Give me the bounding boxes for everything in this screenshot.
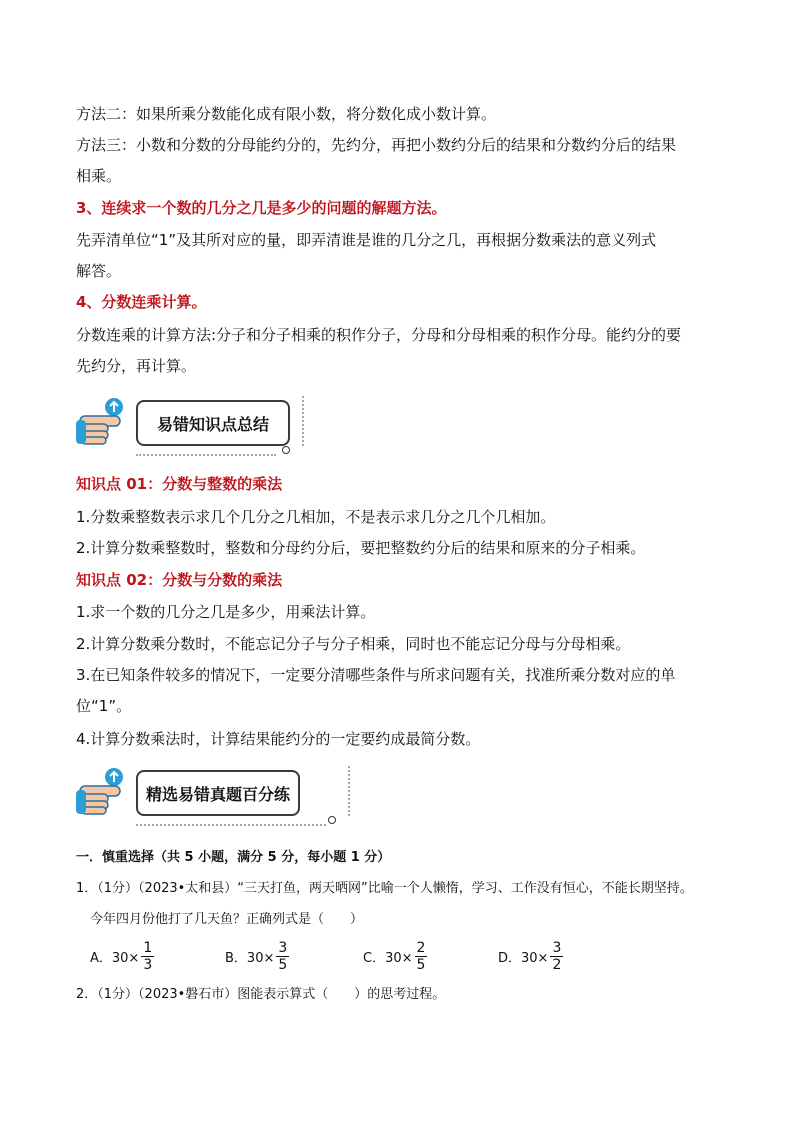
option-label: B．30× [225, 951, 275, 966]
dotted-border [136, 452, 276, 456]
knowledge-point-2-item-2: 2.计算分数乘分数时，不能忘记分子与分子相乘，同时也不能忘记分母与分母相乘。 [76, 635, 631, 653]
dotted-border [344, 766, 350, 816]
numerator: 3 [278, 940, 288, 956]
option-label: A．30× [90, 951, 140, 966]
knowledge-point-2-title: 知识点 02：分数与分数的乘法 [76, 571, 283, 589]
fraction [141, 940, 154, 973]
numerator: 1 [143, 940, 153, 956]
section-1-heading: 一．慎重选择（共 5 小题，满分 5 分，每小题 1 分） [76, 850, 391, 865]
method-3-continued: 相乘。 [76, 167, 122, 185]
denominator: 2 [552, 957, 562, 973]
option-a[interactable] [90, 940, 154, 973]
question-2-text: 2．（1分）（2023•磐石市）图能表示算式（ ）的思考过程。 [76, 987, 446, 1002]
banner-title: 易错知识点总结 [156, 414, 269, 434]
option-d[interactable] [498, 940, 563, 973]
knowledge-point-1-title: 知识点 01：分数与整数的乘法 [76, 475, 283, 493]
fraction [550, 940, 563, 973]
heading-4: 4、分数连乘计算。 [76, 293, 207, 311]
dotted-border [136, 822, 326, 826]
knowledge-point-2-item-3: 3.在已知条件较多的情况下，一定要分清哪些条件与所求问题有关，找准所乘分数对应的单 [76, 666, 676, 684]
heading-3: 3、连续求一个数的几分之几是多少的问题的解题方法。 [76, 199, 447, 217]
question-1-line-2: 今年四月份他打了几天鱼？正确列式是（ ） [90, 912, 364, 927]
banner-title-box [136, 770, 300, 816]
numerator: 2 [416, 940, 426, 956]
paragraph-4-line-1: 分数连乘的计算方法:分子和分子相乘的积作分子，分母和分母相乘的积作分母。能约分的要 [76, 326, 682, 344]
fraction [415, 940, 428, 973]
pointing-hand-icon [74, 764, 134, 824]
dotted-border [298, 396, 304, 446]
paragraph-3-line-2: 解答。 [76, 262, 122, 280]
question-1-options [90, 940, 690, 976]
corner-ornament [328, 816, 336, 824]
knowledge-point-1-item-1: 1.分数乘整数表示求几个几分之几相加，不是表示求几分之几个几相加。 [76, 508, 556, 526]
fraction [276, 940, 289, 973]
banner-title: 精选易错真题百分练 [145, 784, 290, 804]
corner-ornament [282, 446, 290, 454]
knowledge-point-2-item-3-continued: 位“1”。 [76, 697, 132, 715]
denominator: 5 [416, 957, 426, 973]
question-1-line-1: 1．（1分）（2023•太和县）“三天打鱼，两天晒网”比喻一个人懒惰，学习、工作没有恒心，不能长期坚持。 [76, 881, 693, 896]
option-c[interactable] [363, 940, 427, 973]
numerator: 3 [552, 940, 562, 956]
knowledge-point-2-item-4: 4.计算分数乘法时，计算结果能约分的一定要约成最简分数。 [76, 730, 481, 748]
banner-selected-exercises [74, 764, 354, 824]
pointing-hand-icon [74, 394, 134, 454]
knowledge-point-1-item-2: 2.计算分数乘整数时，整数和分母约分后，要把整数约分后的结果和原来的分子相乘。 [76, 539, 646, 557]
denominator: 3 [143, 957, 153, 973]
paragraph-3-line-1: 先弄清单位“1”及其所对应的量，即弄清谁是谁的几分之几，再根据分数乘法的意义列式 [76, 231, 657, 249]
method-3-text: 方法三：小数和分数的分母能约分的，先约分，再把小数约分后的结果和分数约分后的结果 [76, 136, 677, 154]
option-label: D．30× [498, 951, 549, 966]
banner-title-box [136, 400, 290, 446]
method-2-text: 方法二：如果所乘分数能化成有限小数，将分数化成小数计算。 [76, 105, 497, 123]
denominator: 5 [278, 957, 288, 973]
paragraph-4-line-2: 先约分，再计算。 [76, 357, 197, 375]
option-b[interactable] [225, 940, 289, 973]
banner-mistake-summary [74, 394, 354, 454]
knowledge-point-2-item-1: 1.求一个数的几分之几是多少，用乘法计算。 [76, 603, 376, 621]
option-label: C．30× [363, 951, 413, 966]
